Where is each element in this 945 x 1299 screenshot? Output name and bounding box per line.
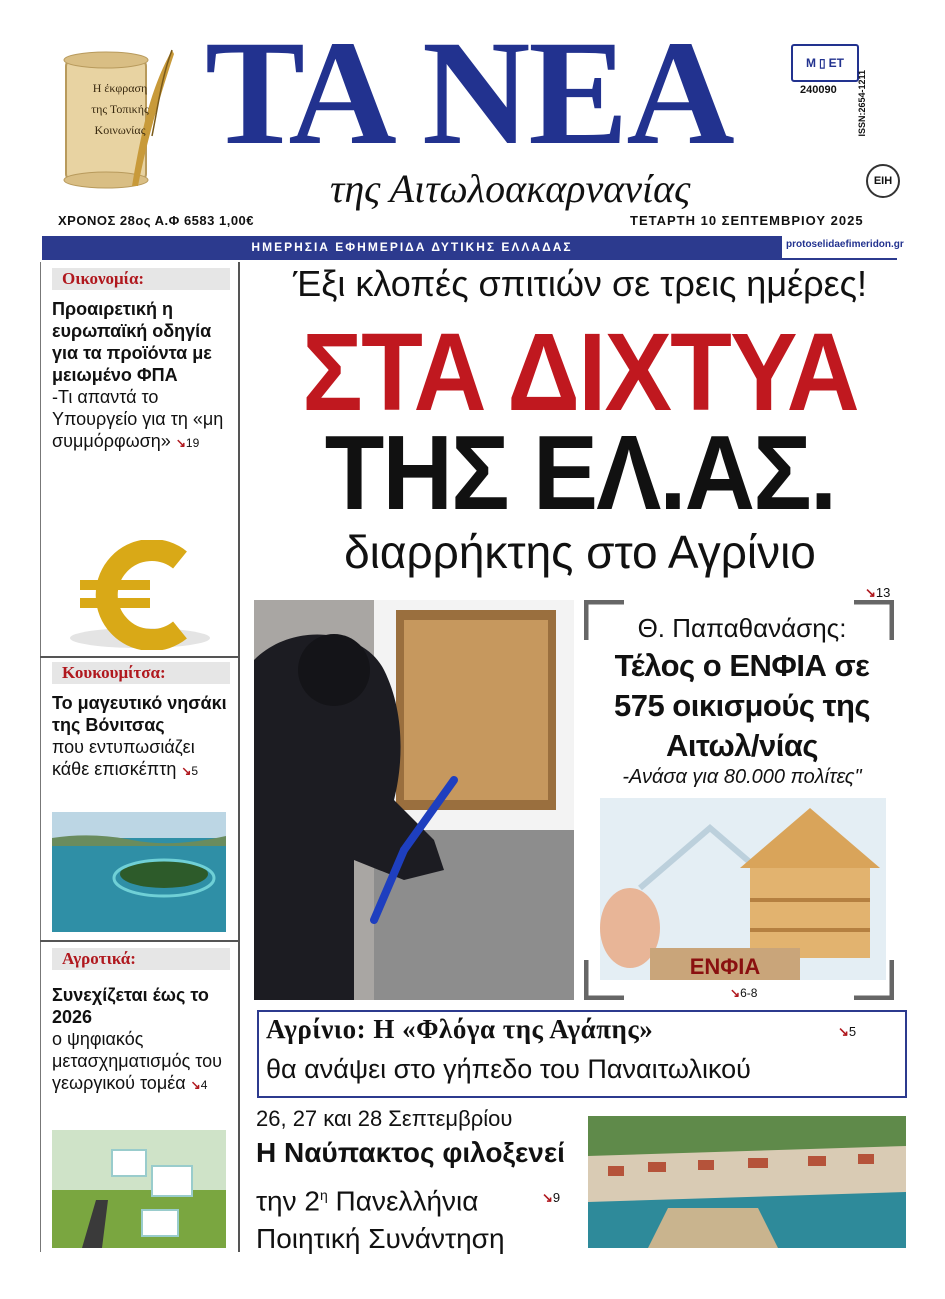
- book-icon: ▯: [819, 56, 826, 70]
- motto-line: της Τοπικής: [91, 102, 149, 116]
- koukoumitsa-headline: Το μαγευτικό νησάκι της Βόνιτσας: [52, 693, 227, 735]
- nafpaktos-headline[interactable]: Η Ναύπακτος φιλοξενεί: [256, 1137, 565, 1168]
- met-badge: [791, 44, 859, 82]
- economy-story[interactable]: [52, 298, 234, 454]
- enfia-subtitle: -Ανάσα για 80.000 πολίτες": [622, 766, 862, 788]
- koukoumitsa-page-ref: [181, 764, 198, 778]
- nafpaktos-page-ref: [542, 1190, 560, 1206]
- agrotika-story[interactable]: [52, 984, 234, 1096]
- divider: [42, 258, 897, 260]
- agapi-subline[interactable]: θα ανάψει στο γήπεδο του Παναιτωλικού: [266, 1054, 751, 1084]
- issn: ISSN:2654-1211: [857, 70, 867, 137]
- main-headline-line2[interactable]: ΤΗΣ ΕΛ.ΑΣ.: [324, 414, 836, 532]
- page-number: 13: [875, 585, 891, 600]
- nafpaktos-date: 26, 27 και 28 Σεπτεμβρίου: [256, 1106, 513, 1131]
- arrow-icon: ↘: [865, 585, 876, 600]
- page-number: 5: [191, 764, 199, 778]
- enfia-blocks-photo: [600, 798, 886, 980]
- page-number: 19: [185, 436, 200, 450]
- main-kicker[interactable]: Έξι κλοπές σπιτιών σε τρεις ημέρες!: [293, 263, 867, 304]
- enfia-headline[interactable]: Τέλος ο ΕΝΦΙΑ σε 575 οικισμούς της Αιτωλ/νίας: [613, 648, 871, 763]
- section-tag-agrotika[interactable]: Αγροτικά:: [52, 948, 230, 970]
- island-photo: [52, 812, 226, 932]
- page-number: 5: [848, 1024, 857, 1039]
- agapi-headline[interactable]: Αγρίνιο: Η «Φλόγα της Αγάπης»: [266, 1014, 654, 1044]
- arrow-icon: ↘: [730, 986, 741, 1000]
- met-m: Μ: [806, 56, 817, 70]
- arrow-icon: ↘: [838, 1024, 849, 1039]
- section-divider: [40, 940, 238, 942]
- column-divider: [238, 262, 240, 1252]
- enfia-image-label: ΕΝΦΙΑ: [689, 954, 761, 979]
- economy-body: -Τι απαντά το Υπουργείο για τη «μη συμμόρφωση»: [52, 387, 224, 451]
- arrow-icon: ↘: [542, 1190, 553, 1205]
- koukoumitsa-story[interactable]: [52, 692, 234, 782]
- economy-headline: Προαιρετική η ευρωπαϊκή οδηγία για τα προϊόντα με μειωμένο ΦΠΑ: [52, 299, 212, 385]
- arrow-icon: ↘: [181, 764, 192, 778]
- source-site[interactable]: protoselidaefimeridon.gr: [786, 239, 904, 250]
- nafpaktos-body-post: Πανελλήνια Ποιητική Συνάντηση: [256, 1185, 505, 1255]
- issue-date: ΤΕΤΑΡΤΗ 10 ΣΕΠΤΕΜΒΡΙΟΥ 2025: [630, 213, 864, 228]
- section-tag-koukoumitsa[interactable]: Κουκουμίτσα:: [52, 662, 230, 684]
- nafpaktos-body[interactable]: [256, 1176, 586, 1258]
- section-tag-economy[interactable]: Οικονομία:: [52, 268, 230, 290]
- motto: [70, 78, 170, 141]
- enfia-kicker[interactable]: Θ. Παπαθανάσης:: [637, 613, 847, 643]
- newspaper-title: ΤΑ ΝΕΑ: [205, 10, 733, 176]
- economy-page-ref: [176, 436, 199, 450]
- motto-line: Η έκφραση: [92, 81, 148, 95]
- agrotika-headline: Συνεχίζεται έως το 2026: [52, 985, 209, 1027]
- newspaper-subtitle: της Αιτωλοακαρνανίας: [330, 166, 691, 211]
- main-page-ref: [865, 585, 890, 601]
- arrow-icon: ↘: [190, 1078, 201, 1092]
- page-number: 4: [200, 1078, 208, 1092]
- agrotika-body: ο ψηφιακός μετασχηματισμός του γεωργικού τομέα: [52, 1029, 222, 1093]
- nafpaktos-body-pre: την 2: [256, 1185, 320, 1217]
- year-issue-price: ΧΡΟΝΟΣ 28ος Α.Φ 6583 1,00€: [58, 213, 255, 228]
- motto-line: Κοινωνίας: [94, 123, 146, 137]
- nafpaktos-photo: [588, 1116, 906, 1248]
- met-et: ΕΤ: [828, 56, 844, 70]
- nafpaktos-body-sup: η: [319, 1187, 328, 1203]
- main-headline-line1[interactable]: ΣΤΑ ΔΙΧΤΥΑ: [302, 311, 858, 434]
- page-number: 9: [552, 1190, 561, 1205]
- main-headline-line3[interactable]: διαρρήκτης στο Αγρίνιο: [344, 526, 816, 578]
- digital-farming-photo: [52, 1130, 226, 1248]
- tagline-bar: ΗΜΕΡΗΣΙΑ ΕΦΗΜΕΡΙΔΑ ΔΥΤΙΚΗΣ ΕΛΛΑΔΑΣ: [42, 236, 782, 258]
- publisher-logo: ΕΙΗ: [866, 164, 900, 198]
- agrotika-page-ref: [191, 1078, 208, 1092]
- page-number: 6-8: [740, 986, 758, 1000]
- burglar-photo: [254, 600, 574, 1000]
- arrow-icon: ↘: [175, 436, 186, 450]
- euro-coin-image: [60, 540, 220, 650]
- column-divider: [40, 262, 41, 1252]
- met-code: 240090: [800, 84, 837, 96]
- section-divider: [40, 656, 238, 658]
- koukoumitsa-body: που εντυπωσιάζει κάθε επισκέπτη: [52, 737, 195, 779]
- agapi-page-ref: [838, 1024, 856, 1040]
- enfia-page-ref: [730, 986, 757, 1000]
